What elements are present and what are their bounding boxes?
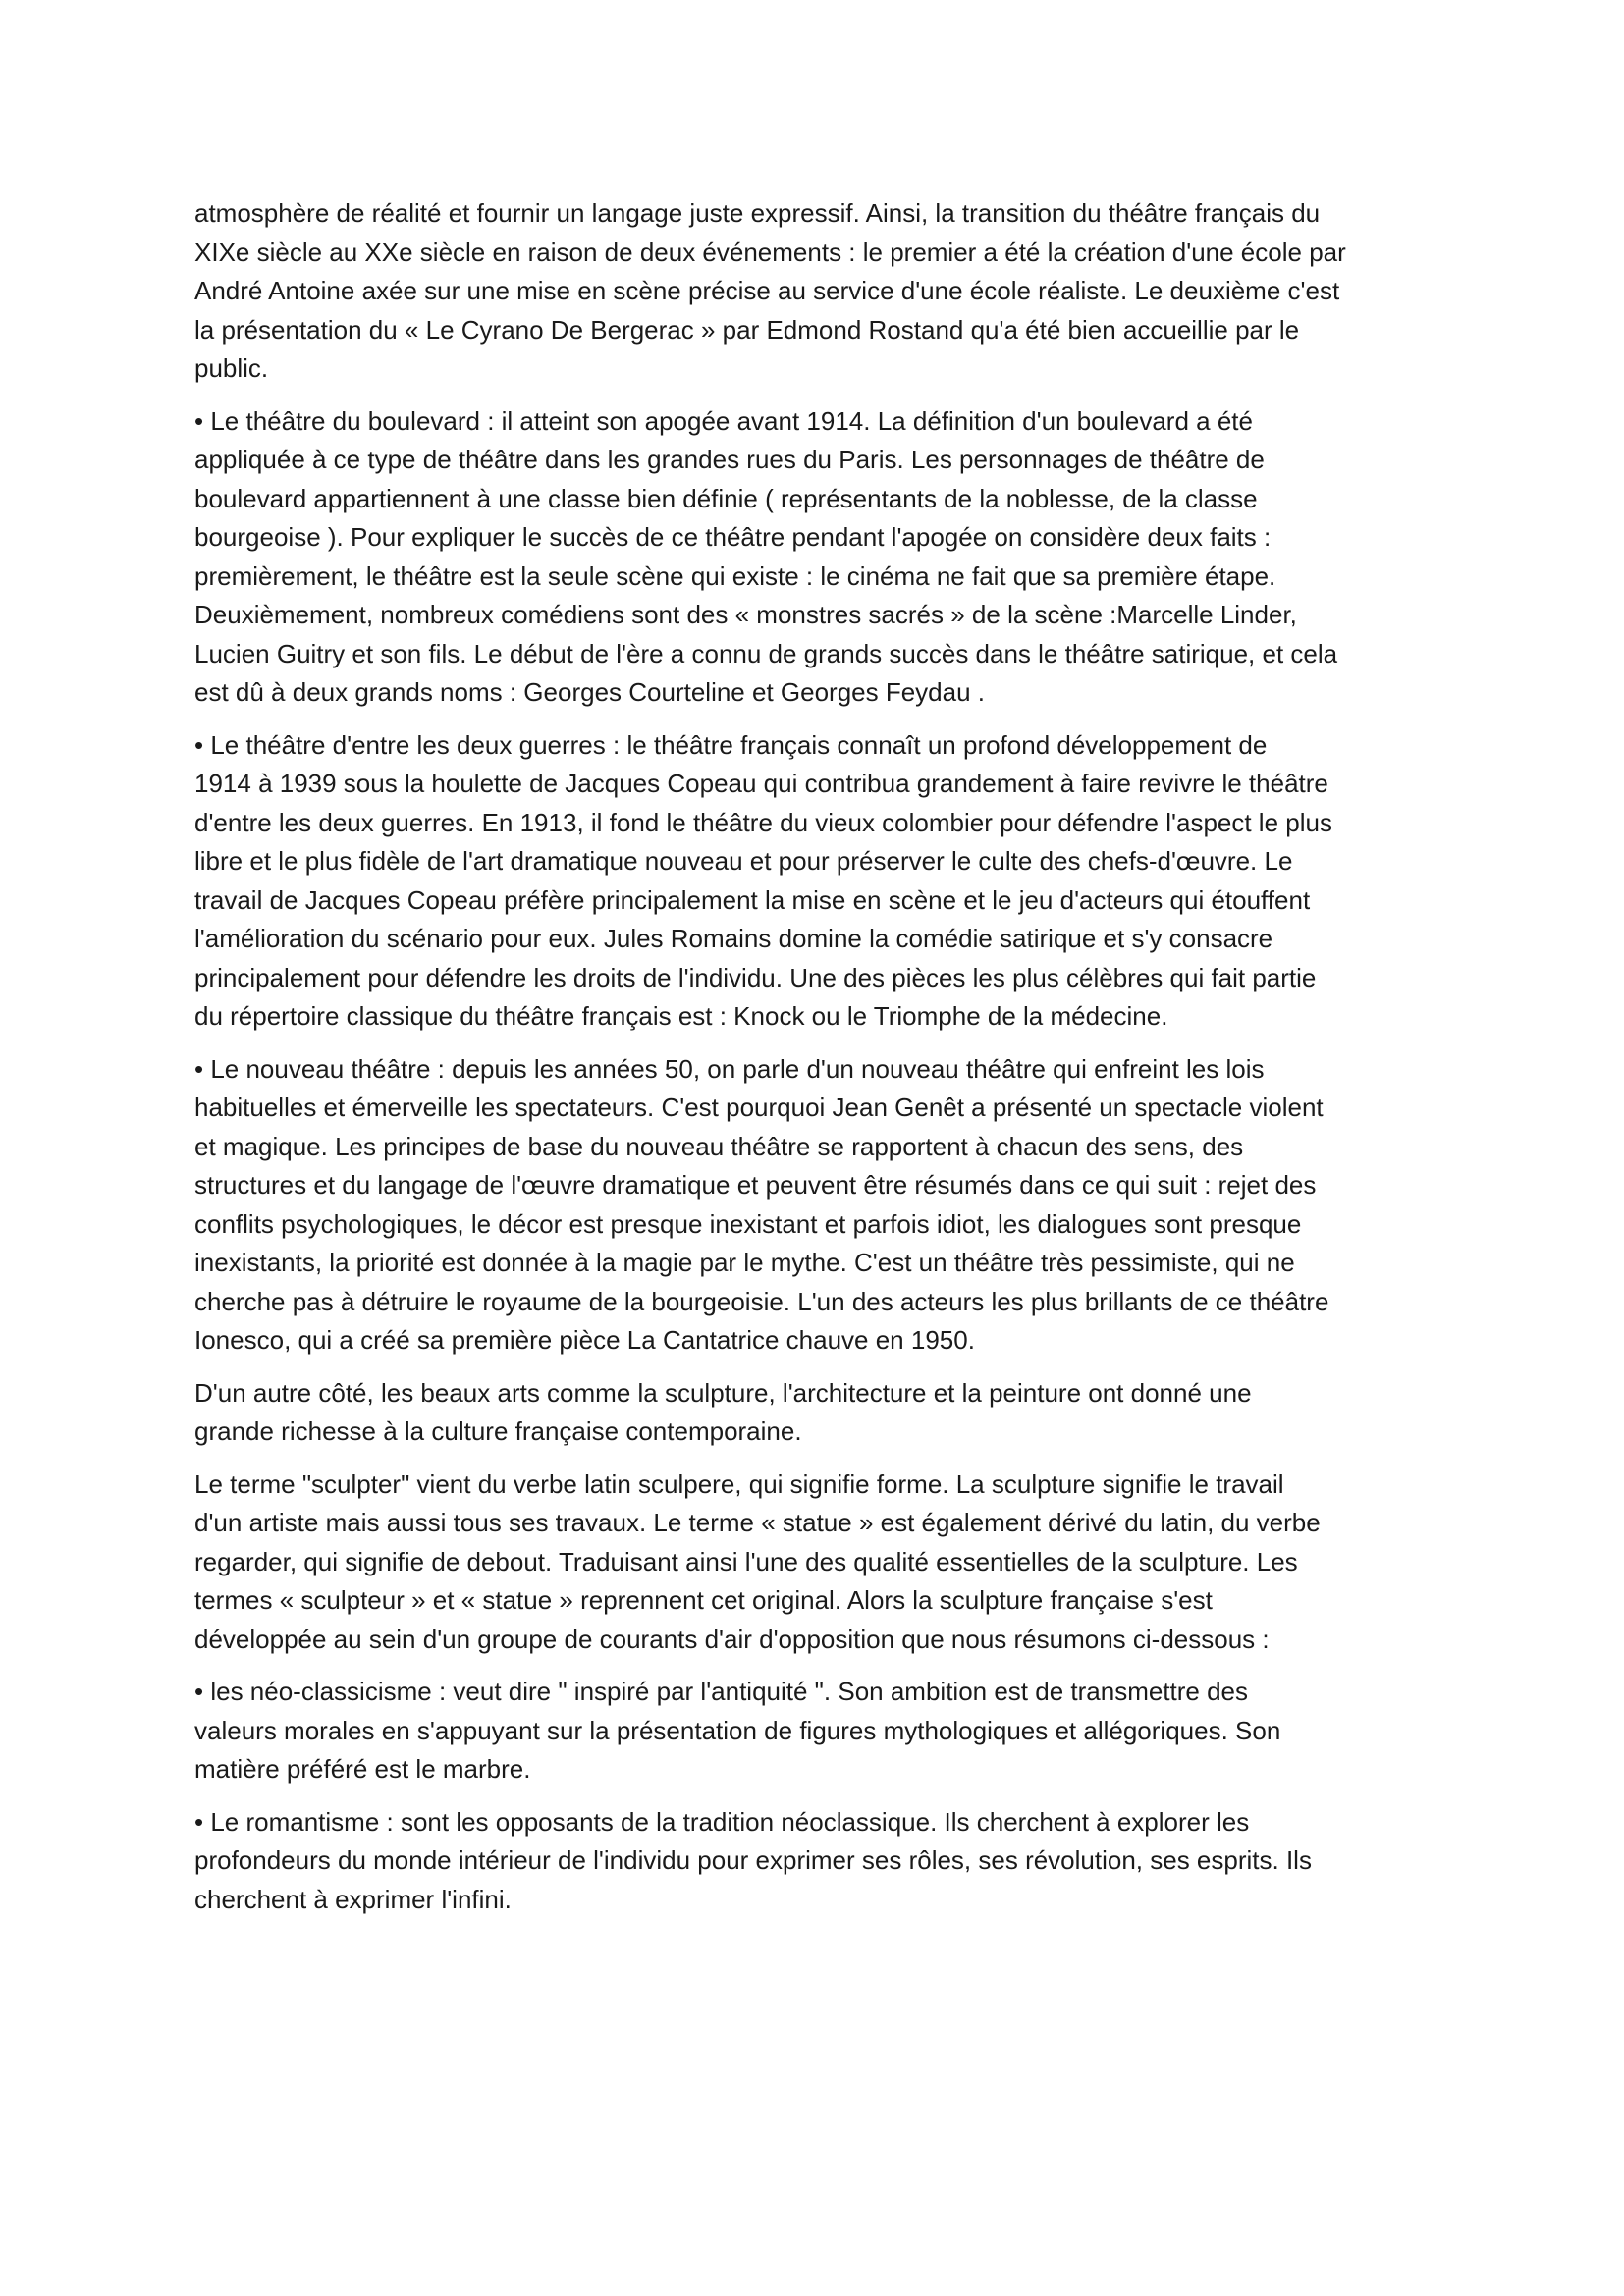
paragraph-romantisme: • Le romantisme : sont les opposants de la tradition néoclassique. Ils cherchent à explorer les profondeurs du monde intérieur de l'individu pour exprimer ses rôles, ses révolution, ses esprits. Ils cherchent à exprimer l'infini. xyxy=(194,1806,1312,1914)
document-body xyxy=(194,194,1441,1933)
paragraph-theatre-entre-deux-guerres: • Le théâtre d'entre les deux guerres : le théâtre français connaît un profond développement de 1914 à 1939 sous la houlette de Jacques Copeau qui contribua grandement à faire revivre le théâtre d'entre les deux guerres. En 1913, il fond le théâtre du vieux colombier pour défendre l'aspect le plus libre et le plus fidèle de l'art dramatique nouveau et pour préserver le culte des chefs-d'œuvre. Le travail de Jacques Copeau préfère principalement la mise en scène et le jeu d'acteurs qui étouffent l'amélioration du scénario pour eux. Jules Romains domine la comédie satirique et s'y consacre principalement pour défendre les droits de l'individu. Une des pièces les plus célèbres qui fait partie du répertoire classique du théâtre français est : Knock ou le Triomphe de la médecine. xyxy=(194,729,1332,1031)
paragraph-theatre-transition: atmosphère de réalité et fournir un langage juste expressif. Ainsi, la transition du théâtre français du XIXe siècle au XXe siècle en raison de deux événements : le premier a été la création d'une école par André Antoine axée sur une mise en scène précise au service d'une école réaliste. Le deuxième c'est la présentation du « Le Cyrano De Bergerac » par Edmond Rostand qu'a été bien accueillie par le public. xyxy=(194,198,1346,383)
paragraph-neo-classicisme: • les néo-classicisme : veut dire " inspiré par l'antiquité ". Son ambition est de transmettre des valeurs morales en s'appuyant sur la présentation de figures mythologiques et allégoriques. Son matière préféré est le marbre. xyxy=(194,1677,1281,1784)
paragraph-sculpture: Le terme "sculpter" vient du verbe latin sculpere, qui signifie forme. La sculpture signifie le travail d'un artiste mais aussi tous ses travaux. Le terme « statue » est également dérivé du latin, du verbe regarder, qui signifie de debout. Traduisant ainsi l'une des qualité essentielles de la sculpture. Les termes « sculpteur » et « statue » reprennent cet original. Alors la sculpture française s'est développée au sein d'un groupe de courants d'air d'opposition que nous résumons ci-dessous : xyxy=(194,1468,1321,1654)
paragraph-beaux-arts: D'un autre côté, les beaux arts comme la sculpture, l'architecture et la peinture ont donné une grande richesse à la culture française contemporaine. xyxy=(194,1377,1252,1446)
paragraph-theatre-boulevard: • Le théâtre du boulevard : il atteint son apogée avant 1914. La définition d'un boulevard a été appliquée à ce type de théâtre dans les grandes rues du Paris. Les personnages de théâtre de boulevard appartiennent à une classe bien définie ( représentants de la noblesse, de la classe bourgeoise ). Pour expliquer le succès de ce théâtre pendant l'apogée on considère deux faits : premièrement, le théâtre est la seule scène qui existe : le cinéma ne fait que sa première étape. Deuxièmement, nombreux comédiens sont des « monstres sacrés » de la scène :Marcelle Linder, Lucien Guitry et son fils. Le début de l'ère a connu de grands succès dans le théâtre satirique, et cela est dû à deux grands noms : Georges Courteline et Georges Feydau . xyxy=(194,405,1338,707)
paragraph-nouveau-theatre: • Le nouveau théâtre : depuis les années 50, on parle d'un nouveau théâtre qui enfreint les lois habituelles et émerveille les spectateurs. C'est pourquoi Jean Genêt a présenté un spectacle violent et magique. Les principes de base du nouveau théâtre se rapportent à chacun des sens, des structures et du langage de l'œuvre dramatique et peuvent être résumés dans ce qui suit : rejet des conflits psychologiques, le décor est presque inexistant et parfois idiot, les dialogues sont presque inexistants, la priorité est donnée à la magie par le mythe. C'est un théâtre très pessimiste, qui ne cherche pas à détruire le royaume de la bourgeoisie. L'un des acteurs les plus brillants de ce théâtre Ionesco, qui a créé sa première pièce La Cantatrice chauve en 1950. xyxy=(194,1053,1329,1355)
